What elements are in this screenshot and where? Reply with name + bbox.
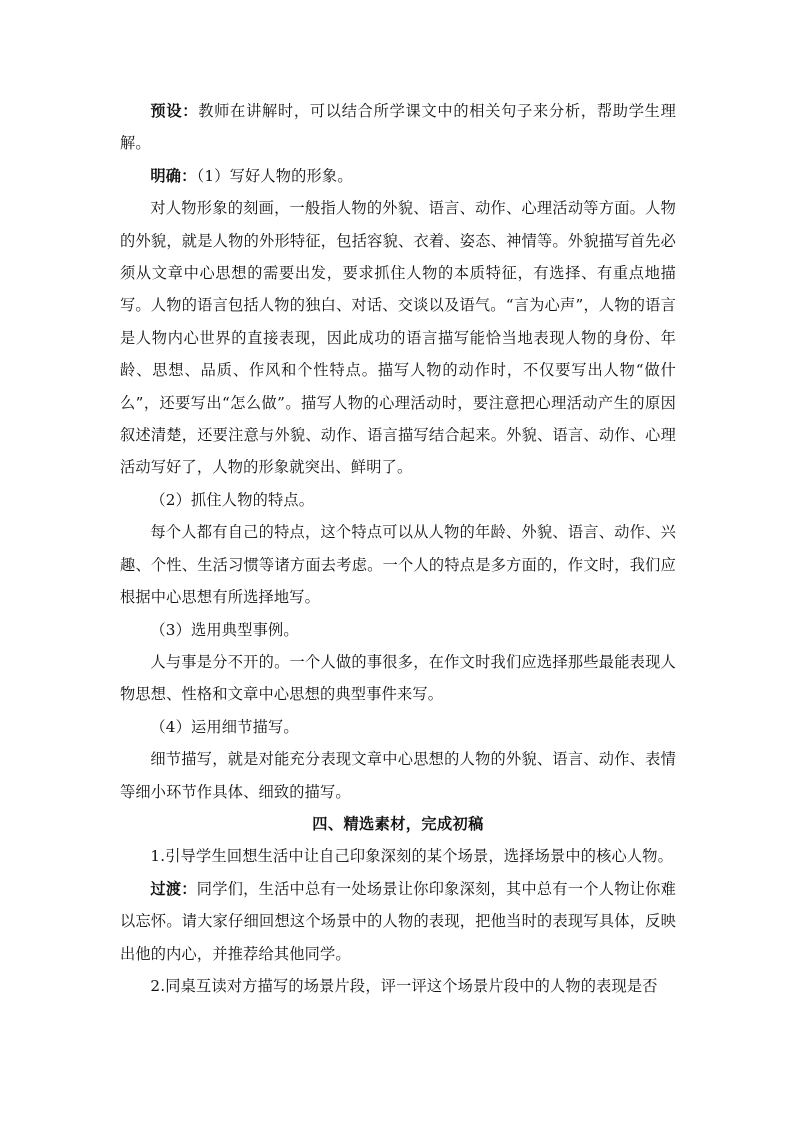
paragraph-step [120,970,676,1002]
paragraph-text: （3）选用典型事例。 [150,620,299,639]
paragraph-text: 人与事是分不开的。一个人做的事很多，在作文时我们应选择那些最能表现人物思想、性格和文章中心思想的典型事件来写。 [120,652,676,704]
paragraph-point [120,614,676,646]
paragraph-text: 对人物形象的刻画，一般指人物的外貌、语言、动作、心理活动等方面。人物的外貌，就是人物的外形特征，包括容貌、衣着、姿态、神情等。外貌描写首先必须从文章中心思想的需要出发，要求抓住人物的本质特征，有选择、有重点地描写。人物的语言包括人物的独白、对话、交谈以及语气。“言为心声”，人物的语言是人物内心世界的直接表现，因此成功的语言描写能恰当地表现人物的身份、年龄、思想、品质、作风和个性特点。描写人物的动作时，不仅要写出人物“做什么”，还要写出“怎么做”。描写人物的心理活动时，要注意把心理活动产生的原因叙述清楚，还要注意与外貌、动作、语言描写结合起来。外貌、语言、动作、心理活动写好了，人物的形象就突出、鲜明了。 [120,199,676,477]
paragraph-label: 预设： [150,102,199,120]
section-heading: 四、精选素材，完成初稿 [312,814,484,833]
paragraph-body [120,646,676,711]
paragraph-label: 明确： [150,166,197,185]
paragraph-clarify [120,160,676,192]
paragraph-text: （1）写好人物的形象。 [196,166,353,185]
paragraph-text: 细节描写，就是对能充分表现文章中心思想的人物的外貌、语言、动作、表情等细小环节作具体、细致的描写。 [120,750,676,801]
paragraph-text: 2.同桌互读对方描写的场景片段，评一评这个场景片段中的人物的表现是否 [150,976,658,995]
paragraph-body [120,192,676,484]
paragraph-transition [120,873,676,970]
paragraph-preset [120,95,676,160]
paragraph-step [120,840,676,872]
paragraph-text: 教师在讲解时，可以结合所学课文中的相关句子来分析，帮助学生理解。 [120,102,677,153]
paragraph-label: 过渡： [150,879,197,898]
paragraph-body [120,743,676,808]
paragraph-point [120,711,676,743]
document-page [120,95,676,1002]
paragraph-text: 每个人都有自己的特点，这个特点可以从人物的年龄、外貌、语言、动作、兴趣、个性、生活习惯等诸方面去考虑。一个人的特点是多方面的，作文时，我们应根据中心思想有所选择地写。 [120,523,676,607]
paragraph-point [120,484,676,516]
paragraph-text: （2）抓住人物的特点。 [150,490,315,509]
paragraph-text: 同学们，生活中总有一处场景让你印象深刻，其中总有一个人物让你难以忘怀。请大家仔细回想这个场景中的人物的表现，把他当时的表现写具体，反映出他的内心，并推荐给其他同学。 [120,879,676,963]
paragraph-text: 1.引导学生回想生活中让自己印象深刻的某个场景，选择场景中的核心人物。 [150,847,674,866]
paragraph-text: （4）运用细节描写。 [150,717,299,736]
paragraph-body [120,516,676,613]
